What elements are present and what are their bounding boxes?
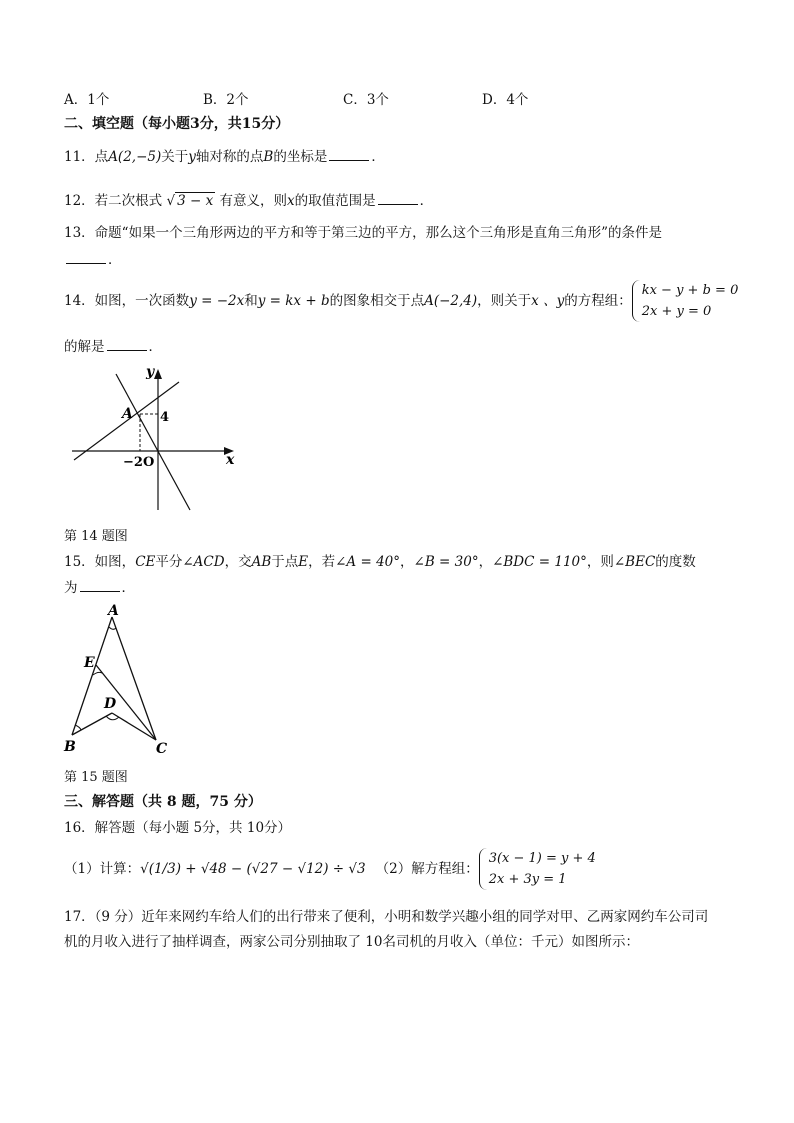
q12-text: 有意义，则 [219, 193, 287, 209]
choice-b: B．2个 [203, 92, 249, 108]
segment-ac [112, 617, 156, 740]
answer-blank[interactable] [378, 190, 418, 205]
q14-caption: 第 14 题图 [64, 529, 128, 544]
q15-figure [60, 603, 180, 758]
question-14 [64, 280, 738, 324]
question-13: 13．命题“如果一个三角形两边的平方和等于第三边的平方，那么这个三角形是直角三角形”的条件是 [64, 225, 662, 241]
q11-var: B [263, 149, 274, 165]
q15-text: ，若 [308, 554, 336, 570]
q12-end: ． [419, 193, 434, 209]
q11-text: 的坐标是 [273, 149, 328, 165]
label-b: B [64, 739, 76, 755]
q14-vars: x 、y [531, 293, 565, 309]
q15-seg: AB [251, 554, 272, 570]
q14-text: 和 [244, 293, 258, 309]
q14-point: A(−2,4) [424, 293, 478, 309]
line-y-neg2x [116, 374, 190, 510]
answer-blank[interactable] [329, 146, 369, 161]
label-c: C [156, 741, 168, 757]
q15-end: ． [121, 580, 135, 596]
label-d: D [104, 696, 117, 712]
question-11 [64, 146, 385, 167]
answer-blank[interactable] [66, 249, 106, 264]
q14-end: ． [148, 339, 162, 355]
question-16-parts [64, 848, 596, 894]
segment-ab [72, 617, 112, 735]
section2-title: 二、填空题（每小题3分，共15分） [64, 116, 290, 132]
radicand: 3 − x [177, 193, 214, 209]
q15-text: 的度数 [655, 554, 696, 570]
question-14-cont [64, 336, 162, 357]
q15-angle: ∠ACD [182, 554, 225, 570]
q14-text: 14．如图，一次函数 [64, 293, 190, 309]
label-a: A [122, 406, 133, 422]
brace-icon [632, 280, 641, 322]
q11-text: 轴对称的点 [195, 149, 264, 165]
label-e: E [84, 655, 95, 671]
q15-caption: 第 15 题图 [64, 770, 128, 785]
question-17-line1: 17．（9 分）近年来网约车给人们的出行带来了便利，小明和数学兴趣小组的同学对甲、乙两家网约车公司司 [64, 909, 709, 925]
angle-mark-a [109, 627, 116, 629]
y-axis-arrow-icon [154, 369, 162, 379]
q12-var: x [287, 193, 295, 209]
q15-angle: ∠BEC [613, 554, 656, 570]
q15-text: 15．如图， [64, 554, 136, 570]
q11-var: y [188, 149, 196, 165]
label-a: A [108, 603, 119, 619]
question-12 [64, 190, 433, 211]
q13-end: ． [108, 252, 122, 268]
q14-text: 的图象相交于点 [329, 293, 425, 309]
q15-text: ，则 [586, 554, 614, 570]
q11-text: 关于 [161, 149, 189, 165]
answer-blank[interactable] [80, 577, 120, 592]
q16-eq1: 3(x − 1) = y + 4 [488, 851, 596, 866]
q14-eq2: 2x + y = 0 [641, 304, 712, 319]
answer-blank[interactable] [107, 336, 147, 351]
q15-text: 平分 [155, 554, 183, 570]
question-16: 16．解答题（每小题 5分，共 10分） [64, 820, 292, 836]
question-17-line2: 机的月收入进行了抽样调查，两家公司分别抽取了 10名司机的月收入（单位：千元）如图所示： [64, 934, 639, 950]
brace-icon [479, 848, 488, 890]
choice-c: C．3个 [343, 92, 389, 108]
q15-point: E [298, 554, 309, 570]
label-x: x [226, 452, 235, 468]
q15-sep: ， [400, 554, 414, 570]
q11-point: A(2,−5) [108, 149, 162, 165]
question-15 [64, 552, 696, 572]
q15-text: ，交 [224, 554, 252, 570]
q15-seg: CE [135, 554, 156, 570]
q16-part1-expression: √(1/3) + √48 − (√27 − √12) ÷ √3 [140, 861, 366, 877]
q11-end: ． [371, 149, 385, 165]
q14-figure [64, 360, 254, 520]
question-13-cont [64, 249, 122, 270]
q15-text: 为 [64, 580, 78, 596]
q16-part1-label: （1）计算： [64, 861, 141, 877]
question-15-cont [64, 577, 135, 598]
radical: √ 3 − x [166, 193, 214, 209]
q16-part2-label: （2）解方程组： [375, 861, 479, 877]
q16-eq2: 2x + 3y = 1 [488, 872, 567, 887]
q12-text: 12．若二次根式 [64, 193, 163, 209]
q15-sep: ， [478, 554, 493, 570]
q15-text: 于点 [271, 554, 299, 570]
q15-angle: ∠BDC = 110° [492, 554, 587, 570]
q12-text: 的取值范围是 [294, 193, 376, 209]
q15-angle: ∠A = 40° [335, 554, 401, 570]
q14-text: 的方程组： [564, 293, 632, 309]
angle-mark-e [93, 672, 102, 675]
q14-function-2: y = kx + b [257, 293, 330, 309]
q15-angle: ∠B = 30° [413, 554, 479, 570]
label-y: y [146, 364, 155, 380]
q11-text: 11．点 [64, 149, 109, 165]
q14-function-1: y = −2x [189, 293, 245, 309]
choice-a: A．1个 [64, 92, 110, 108]
q14-text: 的解是 [64, 339, 105, 355]
q14-eq1: kx − y + b = 0 [641, 283, 739, 298]
label-4: 4 [160, 410, 170, 425]
q14-text: ，则关于 [477, 293, 532, 309]
section3-title: 三、解答题（共 8 题，75 分） [64, 794, 262, 810]
choice-d: D．4个 [482, 92, 529, 108]
angle-mark-b [75, 725, 81, 730]
q16-equation-system [479, 848, 596, 890]
q14-stem [64, 291, 632, 311]
q14-equation-system [632, 280, 739, 322]
label-origin: −2O [123, 455, 155, 470]
